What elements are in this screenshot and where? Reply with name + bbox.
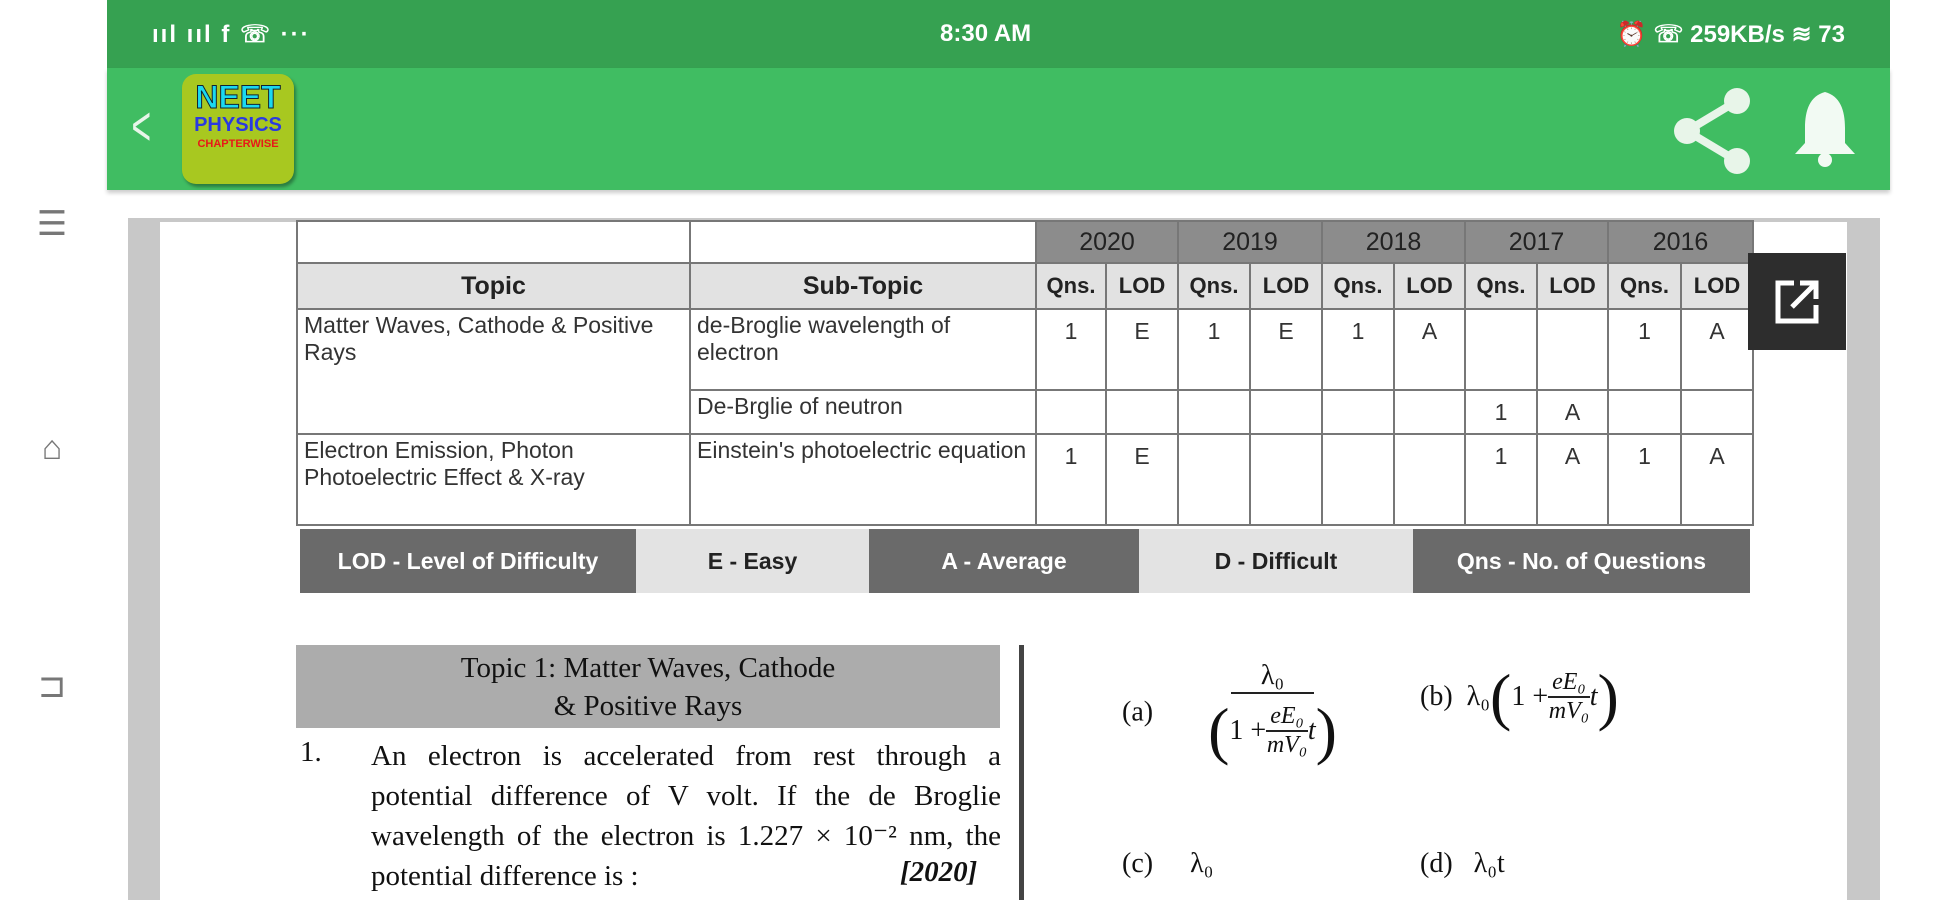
header-lod: LOD	[1394, 263, 1465, 309]
option-a-numerator: λ₀	[1231, 660, 1314, 694]
status-bar	[107, 0, 1890, 68]
option-b-inner-prefix: 1 +	[1511, 681, 1549, 712]
header-qns: Qns.	[1036, 263, 1106, 309]
external-link-icon	[1772, 277, 1822, 327]
header-qns: Qns.	[1465, 263, 1537, 309]
qns-cell: 1	[1608, 309, 1681, 390]
option-c[interactable]	[1122, 848, 1213, 880]
column-header-row	[297, 263, 1753, 309]
qns-cell	[1608, 390, 1681, 434]
option-d[interactable]	[1420, 848, 1505, 880]
option-a-den-suffix: t	[1307, 715, 1316, 746]
qns-cell: 1	[1322, 309, 1394, 390]
year-header: 2017	[1465, 221, 1608, 263]
back-arrow-icon[interactable]: <	[131, 94, 152, 157]
header-topic: Topic	[297, 263, 690, 309]
legend-lod: LOD - Level of Difficulty	[300, 529, 636, 593]
question-number: 1.	[300, 736, 322, 768]
notification-icons: ııl ııl f ☏ ···	[152, 21, 311, 48]
lod-cell: E	[1106, 434, 1178, 525]
topic-cell: Electron Emission, Photon Photoelectric Effect & X-ray	[297, 434, 690, 525]
year-header: 2016	[1608, 221, 1753, 263]
option-c-value: λ₀	[1190, 848, 1214, 879]
logo-text-sub: CHAPTERWISE	[197, 138, 279, 150]
legend-average: A - Average	[869, 529, 1139, 593]
lod-cell	[1250, 434, 1322, 525]
option-a-label: (a)	[1122, 696, 1154, 728]
app-logo	[182, 74, 294, 184]
header-subtopic: Sub-Topic	[690, 263, 1036, 309]
qns-cell: 1	[1465, 434, 1537, 525]
lod-cell	[1537, 309, 1608, 390]
status-indicators: ⏰ ☏ 259KB/s ≋ 73	[1616, 21, 1845, 48]
topic-heading	[296, 645, 1000, 728]
lod-cell	[1106, 390, 1178, 434]
year-header: 2019	[1178, 221, 1322, 263]
lod-cell	[1394, 434, 1465, 525]
home-icon[interactable]: ⌂	[41, 429, 63, 467]
qns-cell	[1322, 390, 1394, 434]
qns-cell: 1	[1178, 309, 1250, 390]
table-row	[297, 309, 1753, 390]
option-b-inner-suffix: t	[1589, 681, 1598, 712]
qns-cell	[1178, 390, 1250, 434]
subtopic-cell: de-Broglie wavelength of electron	[690, 309, 1036, 390]
empty-cell	[297, 221, 690, 263]
topic-heading-line1: Topic 1: Matter Waves, Cathode	[460, 652, 836, 684]
lod-cell: A	[1537, 390, 1608, 434]
year-header: 2018	[1322, 221, 1465, 263]
lod-cell: A	[1537, 434, 1608, 525]
qns-cell	[1036, 390, 1106, 434]
lod-cell	[1681, 390, 1753, 434]
header-qns: Qns.	[1608, 263, 1681, 309]
option-b[interactable]: (b) λ₀ ( 1 + $\frac{\text{eE₀}}{\text{mV₀}}$ t )	[1420, 661, 1619, 732]
logo-text-physics: PHYSICS	[194, 114, 282, 136]
lod-cell	[1250, 390, 1322, 434]
header-lod: LOD	[1681, 263, 1753, 309]
lod-cell: E	[1250, 309, 1322, 390]
qns-cell	[1178, 434, 1250, 525]
legend-bar	[300, 529, 1750, 593]
column-divider	[1019, 645, 1024, 900]
legend-qns: Qns - No. of Questions	[1413, 529, 1750, 593]
qns-cell	[1465, 309, 1537, 390]
legend-difficult: D - Difficult	[1139, 529, 1413, 593]
open-external-button[interactable]	[1748, 253, 1846, 350]
header-lod: LOD	[1537, 263, 1608, 309]
table-row	[297, 434, 1753, 525]
topic-analysis-table	[296, 220, 1754, 526]
question-year: [2020]	[900, 856, 978, 888]
lod-cell: A	[1394, 309, 1465, 390]
legend-easy: E - Easy	[636, 529, 869, 593]
lod-cell: E	[1106, 309, 1178, 390]
year-header-row	[297, 221, 1753, 263]
option-a-frac-den: mV₀	[1266, 732, 1308, 758]
lod-cell	[1394, 390, 1465, 434]
option-c-label: (c)	[1122, 848, 1154, 879]
back-icon[interactable]: ⊐	[37, 667, 67, 705]
qns-cell: 1	[1036, 309, 1106, 390]
subtopic-cell: De-Brglie of neutron	[690, 390, 1036, 434]
question-text: An electron is accelerated from rest through a potential difference of V volt. If the de Broglie wavelength of the electron is 1.227 × 10⁻² nm, the potential difference is :	[371, 740, 1001, 892]
qns-cell	[1322, 434, 1394, 525]
lod-cell: A	[1681, 434, 1753, 525]
option-d-value: λ₀t	[1473, 848, 1505, 879]
logo-text-neet: NEET	[195, 79, 281, 115]
option-a-den-prefix: 1 +	[1229, 715, 1267, 746]
option-b-frac-num: eE₀	[1548, 669, 1590, 698]
notification-bell-icon[interactable]	[1790, 88, 1860, 168]
navigation-bar	[0, 0, 107, 900]
qns-cell: 1	[1608, 434, 1681, 525]
topic-heading-line2: & Positive Rays	[553, 690, 743, 722]
option-b-prefix: λ₀	[1466, 681, 1490, 712]
year-header: 2020	[1036, 221, 1178, 263]
qns-cell: 1	[1036, 434, 1106, 525]
topic-cell: Matter Waves, Cathode & Positive Rays	[297, 309, 690, 434]
header-lod: LOD	[1250, 263, 1322, 309]
option-b-frac-den: mV₀	[1548, 698, 1590, 724]
menu-icon[interactable]: ☰	[36, 205, 68, 243]
qns-cell: 1	[1465, 390, 1537, 434]
header-qns: Qns.	[1322, 263, 1394, 309]
subtopic-cell: Einstein's photoelectric equation	[690, 434, 1036, 525]
option-a[interactable]: (a) λ₀ ( 1 + $\frac{\text{eE₀}}{\text{mV₀}}$ t )	[1122, 660, 1337, 766]
app-bar	[107, 68, 1890, 190]
clock: 8:30 AM	[940, 20, 1032, 47]
header-lod: LOD	[1106, 263, 1178, 309]
option-b-label: (b)	[1420, 681, 1453, 712]
lod-cell: A	[1681, 309, 1753, 390]
share-icon[interactable]	[1667, 86, 1757, 176]
option-a-frac-num: eE₀	[1266, 703, 1308, 732]
option-d-label: (d)	[1420, 848, 1453, 879]
empty-cell	[690, 221, 1036, 263]
header-qns: Qns.	[1178, 263, 1250, 309]
